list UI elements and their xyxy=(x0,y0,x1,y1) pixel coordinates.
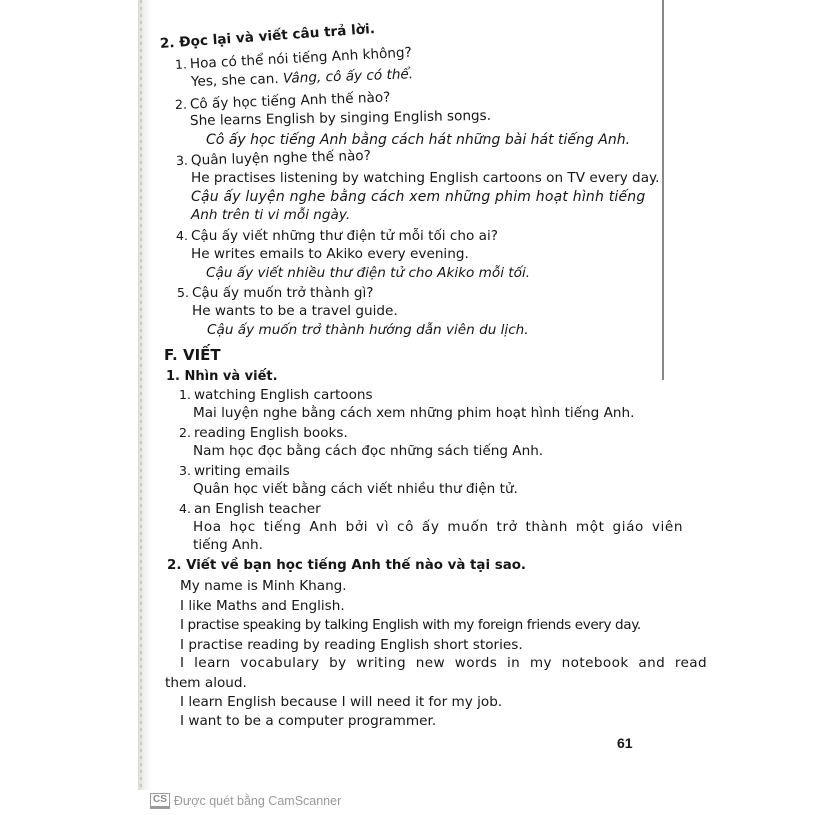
question-5 xyxy=(177,284,374,302)
item-number: 3. xyxy=(179,463,191,478)
question-number: 4. xyxy=(176,228,188,243)
scanner-watermark xyxy=(150,793,341,809)
part1-item-3-prompt xyxy=(179,462,290,480)
section-f-title: F. VIẾT xyxy=(164,346,221,364)
question-text: Cậu ấy muốn trở thành gì? xyxy=(191,285,374,301)
question-3 xyxy=(176,147,371,170)
part1-item-2-answer: Nam học đọc bằng cách đọc những sách tiếng Anh. xyxy=(193,443,544,459)
heading-text: Đọc lại và viết câu trả lời. xyxy=(178,20,376,51)
part2-line-6: them aloud. xyxy=(165,675,247,691)
answer-en: Yes, she can. xyxy=(190,70,279,90)
item-number: 2. xyxy=(179,425,191,440)
part2-line-2: I like Maths and English. xyxy=(180,598,345,614)
part1-item-2-prompt xyxy=(179,424,348,442)
question-text: Cô ấy học tiếng Anh thế nào? xyxy=(189,89,391,113)
part2-line-7: I learn English because I will need it for my job. xyxy=(180,694,503,710)
prompt-text: watching English cartoons xyxy=(193,387,373,403)
item-number: 4. xyxy=(179,501,191,516)
camscanner-logo-icon: CS xyxy=(150,793,170,809)
part2-line-4: I practise reading by reading English short stories. xyxy=(180,637,523,653)
part1-item-4-answer-line2: tiếng Anh. xyxy=(193,537,263,553)
answer-5-vi: Cậu ấy muốn trở thành hướng dẫn viên du lịch. xyxy=(207,322,529,338)
part1-item-1-answer: Mai luyện nghe bằng cách xem những phim hoạt hình tiếng Anh. xyxy=(193,405,635,421)
answer-3-vi-line2: Anh trên ti vi mỗi ngày. xyxy=(191,207,351,223)
question-number: 1. xyxy=(174,56,188,72)
part2-line-1: My name is Minh Khang. xyxy=(180,578,347,594)
part2-heading: 2. Viết về bạn học tiếng Anh thế nào và tại sao. xyxy=(167,558,527,573)
question-text: Hoa có thể nói tiếng Anh không? xyxy=(189,44,413,73)
question-4 xyxy=(176,227,498,245)
page-number: 61 xyxy=(617,735,633,751)
item-number: 1. xyxy=(179,387,191,402)
prompt-text: reading English books. xyxy=(193,425,348,441)
part1-item-4-prompt xyxy=(179,500,321,518)
question-text: Cậu ấy viết những thư điện tử mỗi tối cho ai? xyxy=(190,228,498,244)
answer-vi: Vâng, cô ấy có thể. xyxy=(282,66,414,87)
part2-line-3: I practise speaking by talking English with my foreign friends every day. xyxy=(180,617,641,633)
heading-number: 2. xyxy=(159,35,176,52)
question-number: 2. xyxy=(174,96,188,112)
question-number: 3. xyxy=(175,152,189,168)
answer-4-vi: Cậu ấy viết nhiều thư điện tử cho Akiko mỗi tối. xyxy=(206,265,531,281)
answer-2-vi: Cô ấy học tiếng Anh bằng cách hát những bài hát tiếng Anh. xyxy=(206,132,631,148)
answer-5-en: He wants to be a travel guide. xyxy=(192,303,398,319)
part2-line-8: I want to be a computer programmer. xyxy=(180,713,437,729)
question-number: 5. xyxy=(177,285,189,300)
answer-2-en: She learns English by singing English songs. xyxy=(189,107,492,129)
answer-3-vi-line1: Cậu ấy luyện nghe bằng cách xem những phim hoạt hình tiếng xyxy=(191,189,646,205)
answer-4-en: He writes emails to Akiko every evening. xyxy=(191,246,469,262)
part1-item-4-answer-line1: Hoa học tiếng Anh bởi vì cô ấy muốn trở thành một giáo viên xyxy=(193,519,684,535)
part1-heading: 1. Nhìn và viết. xyxy=(166,369,278,384)
watermark-text: Được quét bằng CamScanner xyxy=(173,794,342,808)
question-text: Quân luyện nghe thế nào? xyxy=(190,147,372,169)
answer-3-en: He practises listening by watching English cartoons on TV every day. xyxy=(191,170,660,186)
prompt-text: writing emails xyxy=(193,463,290,479)
part1-item-1-prompt xyxy=(179,386,373,404)
part1-item-3-answer: Quân học viết bằng cách viết nhiều thư điện tử. xyxy=(193,481,518,497)
part2-line-5: I learn vocabulary by writing new words in my notebook and read xyxy=(180,655,708,671)
prompt-text: an English teacher xyxy=(193,501,321,517)
